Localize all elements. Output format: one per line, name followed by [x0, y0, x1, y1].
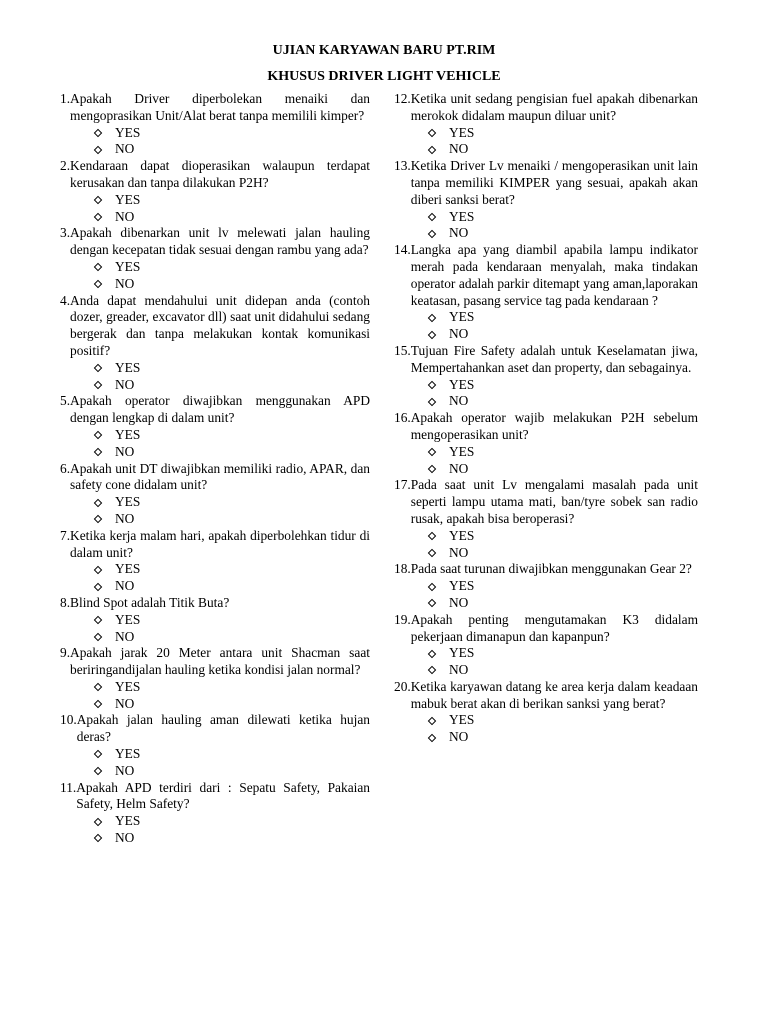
question-item	[394, 477, 698, 561]
question-item	[60, 158, 370, 225]
option-label: NO	[449, 594, 469, 610]
option-label: NO	[449, 662, 469, 678]
question-number: 11.	[60, 779, 77, 795]
question-item	[394, 679, 698, 746]
option-no[interactable]	[394, 326, 698, 343]
diamond-bullet-icon	[428, 213, 436, 221]
exam-subtitle: KHUSUS DRIVER LIGHT VEHICLE	[267, 69, 501, 84]
option-no[interactable]	[394, 662, 698, 679]
option-no[interactable]	[60, 629, 370, 646]
question-header	[60, 461, 370, 495]
diamond-bullet-icon	[428, 717, 436, 725]
question-text: Blind Spot adalah Titik Buta?	[70, 594, 230, 610]
option-no[interactable]	[60, 377, 370, 394]
diamond-bullet-icon	[94, 633, 102, 641]
option-no[interactable]	[394, 225, 698, 242]
option-label: NO	[115, 443, 135, 459]
question-text: Pada saat unit Lv mengalami masalah pada unit seperti lampu utama mati, ban/tyre sobek san radio rusak, apakah bisa beroperasi?	[410, 477, 698, 526]
question-text: Apakah jalan hauling aman dilewati ketika hujan deras?	[76, 712, 370, 745]
question-header	[60, 528, 370, 562]
question-item	[60, 595, 370, 645]
question-text: Ketika Driver Lv menaiki / mengoperasikan unit lain tanpa memiliki KIMPER yang sesuai, apakah akan diberi sanksi berat?	[410, 158, 698, 207]
question-item	[60, 393, 370, 460]
diamond-bullet-icon	[94, 146, 102, 154]
option-label: YES	[449, 645, 475, 661]
diamond-bullet-icon	[428, 330, 436, 338]
option-label: YES	[449, 578, 475, 594]
question-number: 9.	[60, 645, 71, 661]
question-header	[394, 612, 698, 646]
diamond-bullet-icon	[94, 280, 102, 288]
question-text: Apakah penting mengutamakan K3 didalam pekerjaan dimanapun dan kapanpun?	[410, 611, 698, 644]
option-yes[interactable]	[60, 427, 370, 444]
question-item	[60, 780, 370, 847]
option-label: YES	[115, 561, 141, 577]
question-text: Ketika kerja malam hari, apakah diperbolehkan tidur di dalam unit?	[70, 527, 370, 560]
option-yes[interactable]	[60, 192, 370, 209]
diamond-bullet-icon	[428, 230, 436, 238]
question-header	[60, 595, 370, 612]
option-yes[interactable]	[394, 209, 698, 226]
option-label: YES	[449, 527, 475, 543]
question-number: 8.	[60, 594, 71, 610]
question-item	[60, 91, 370, 158]
option-label: NO	[115, 376, 135, 392]
question-number: 4.	[60, 292, 71, 308]
question-header	[60, 780, 370, 814]
option-yes[interactable]	[394, 309, 698, 326]
option-label: YES	[115, 678, 141, 694]
option-yes[interactable]	[60, 259, 370, 276]
question-number: 5.	[60, 393, 71, 409]
option-yes[interactable]	[60, 746, 370, 763]
question-text: Ketika unit sedang pengisian fuel apakah dibenarkan merokok didalam maupun diluar unit?	[410, 91, 698, 123]
right-question-column	[394, 91, 698, 746]
diamond-bullet-icon	[428, 582, 436, 590]
option-label: NO	[115, 628, 135, 644]
diamond-bullet-icon	[428, 146, 436, 154]
question-number: 13.	[394, 158, 411, 174]
question-text: Langka apa yang diambil apabila lampu indikator merah pada kendaraan menyalah, maka tindakan operator adalah parkir ditemapt yang aman,laporakan keatasan, pasang service tag pada kendaraan ?	[410, 242, 698, 308]
option-label: NO	[115, 762, 135, 778]
diamond-bullet-icon	[94, 817, 102, 825]
exam-title: UJIAN KARYAWAN BARU PT.RIM	[272, 43, 496, 58]
question-header	[60, 91, 370, 125]
option-yes[interactable]	[60, 561, 370, 578]
option-no[interactable]	[60, 830, 370, 847]
question-header	[394, 242, 698, 309]
option-label: NO	[115, 208, 135, 224]
question-number: 3.	[60, 225, 71, 241]
diamond-bullet-icon	[428, 465, 436, 473]
option-no[interactable]	[394, 595, 698, 612]
question-text: Apakah jarak 20 Meter antara unit Shacman saat beriringandijalan hauling ketika kondisi jalan normal?	[70, 645, 370, 678]
option-label: NO	[449, 393, 469, 409]
option-yes[interactable]	[394, 712, 698, 729]
question-item	[394, 158, 698, 242]
diamond-bullet-icon	[94, 448, 102, 456]
option-label: YES	[449, 124, 475, 140]
option-label: YES	[115, 813, 141, 829]
option-yes[interactable]	[60, 125, 370, 142]
diamond-bullet-icon	[428, 549, 436, 557]
diamond-bullet-icon	[94, 700, 102, 708]
option-label: NO	[115, 578, 135, 594]
option-label: NO	[115, 830, 135, 846]
option-yes[interactable]	[60, 360, 370, 377]
question-header	[60, 645, 370, 679]
diamond-bullet-icon	[94, 834, 102, 842]
question-item	[60, 528, 370, 595]
question-number: 17.	[394, 477, 411, 493]
question-text: Apakah unit DT diwajibkan memiliki radio, APAR, dan safety cone didalam unit?	[70, 460, 370, 493]
option-no[interactable]	[60, 578, 370, 595]
option-no[interactable]	[60, 444, 370, 461]
question-item	[60, 293, 370, 394]
option-label: YES	[115, 746, 141, 762]
question-header	[394, 477, 698, 527]
question-item	[60, 645, 370, 712]
question-item	[60, 712, 370, 779]
question-number: 7.	[60, 527, 71, 543]
option-yes[interactable]	[60, 494, 370, 511]
diamond-bullet-icon	[428, 599, 436, 607]
question-number: 16.	[394, 410, 411, 426]
option-label: NO	[449, 326, 469, 342]
option-yes[interactable]	[394, 377, 698, 394]
question-text: Apakah operator wajib melakukan P2H sebelum mengoperasikan unit?	[410, 410, 698, 442]
question-number: 12.	[394, 91, 411, 106]
option-label: NO	[115, 695, 135, 711]
question-number: 18.	[394, 561, 411, 577]
diamond-bullet-icon	[428, 666, 436, 674]
diamond-bullet-icon	[94, 565, 102, 573]
question-text: Apakah operator diwajibkan menggunakan APD dengan lengkap di dalam unit?	[70, 393, 370, 426]
question-number: 20.	[394, 678, 411, 694]
option-no[interactable]	[394, 141, 698, 158]
option-yes[interactable]	[60, 612, 370, 629]
question-text: Anda dapat mendahului unit didepan anda (contoh dozer, greader, excavator dll) saat unit didahului sedang bergerak dan tanpa melakukan kontak komunikasi positif?	[70, 292, 370, 358]
diamond-bullet-icon	[428, 381, 436, 389]
option-label: YES	[449, 712, 475, 728]
option-label: NO	[115, 141, 135, 157]
question-number: 1.	[60, 91, 71, 106]
option-label: NO	[449, 729, 469, 745]
diamond-bullet-icon	[428, 448, 436, 456]
option-no[interactable]	[394, 729, 698, 746]
question-text: Tujuan Fire Safety adalah untuk Keselamatan jiwa, Mempertahankan aset dan property, dan sebagainya.	[410, 342, 698, 375]
question-item	[394, 242, 698, 343]
option-label: YES	[115, 258, 141, 274]
diamond-bullet-icon	[94, 498, 102, 506]
question-item	[394, 612, 698, 679]
question-header	[60, 158, 370, 192]
diamond-bullet-icon	[94, 750, 102, 758]
option-label: NO	[449, 460, 469, 476]
question-number: 15.	[394, 342, 411, 358]
option-label: YES	[449, 208, 475, 224]
option-no[interactable]	[394, 545, 698, 562]
question-number: 6.	[60, 460, 71, 476]
option-yes[interactable]	[60, 813, 370, 830]
option-yes[interactable]	[60, 679, 370, 696]
question-header	[60, 712, 370, 746]
option-yes[interactable]	[394, 528, 698, 545]
diamond-bullet-icon	[94, 263, 102, 271]
option-label: YES	[115, 494, 141, 510]
question-text: Ketika karyawan datang ke area kerja dalam keadaan mabuk berat akan di berikan sanksi yang berat?	[410, 678, 698, 711]
option-label: NO	[115, 510, 135, 526]
option-label: YES	[115, 426, 141, 442]
question-header	[394, 410, 698, 444]
diamond-bullet-icon	[94, 582, 102, 590]
diamond-bullet-icon	[94, 515, 102, 523]
question-header	[394, 91, 698, 125]
question-text: Apakah dibenarkan unit lv melewati jalan hauling dengan kecepatan tidak sesuai dengan rambu yang ada?	[70, 225, 370, 258]
question-text: Apakah APD terdiri dari : Sepatu Safety, Pakaian Safety, Helm Safety?	[76, 779, 370, 812]
diamond-bullet-icon	[94, 364, 102, 372]
option-no[interactable]	[60, 276, 370, 293]
question-item	[60, 461, 370, 528]
diamond-bullet-icon	[428, 649, 436, 657]
diamond-bullet-icon	[94, 129, 102, 137]
option-label: YES	[115, 611, 141, 627]
question-header	[60, 393, 370, 427]
diamond-bullet-icon	[428, 314, 436, 322]
question-header	[394, 679, 698, 713]
question-item	[394, 561, 698, 611]
option-yes[interactable]	[394, 578, 698, 595]
option-no[interactable]	[60, 141, 370, 158]
question-number: 19.	[394, 611, 411, 627]
question-item	[60, 225, 370, 292]
question-header	[394, 561, 698, 578]
diamond-bullet-icon	[94, 616, 102, 624]
question-header	[394, 158, 698, 208]
option-label: NO	[449, 544, 469, 560]
diamond-bullet-icon	[428, 733, 436, 741]
diamond-bullet-icon	[94, 767, 102, 775]
diamond-bullet-icon	[94, 431, 102, 439]
option-label: NO	[115, 275, 135, 291]
question-header	[60, 293, 370, 360]
option-no[interactable]	[394, 461, 698, 478]
question-header	[394, 343, 698, 377]
diamond-bullet-icon	[94, 381, 102, 389]
diamond-bullet-icon	[428, 129, 436, 137]
option-label: YES	[449, 443, 475, 459]
diamond-bullet-icon	[94, 213, 102, 221]
option-label: NO	[449, 141, 469, 157]
diamond-bullet-icon	[428, 397, 436, 405]
option-no[interactable]	[394, 393, 698, 410]
question-text: Apakah Driver diperbolekan menaiki dan mengoprasikan Unit/Alat berat tanpa memilili kimper?	[70, 91, 370, 123]
question-item	[394, 91, 698, 158]
left-question-column	[60, 91, 370, 847]
option-label: YES	[115, 359, 141, 375]
question-header	[60, 225, 370, 259]
option-label: YES	[115, 124, 141, 140]
option-yes[interactable]	[394, 125, 698, 142]
question-item	[394, 343, 698, 410]
question-text: Kendaraan dapat dioperasikan walaupun terdapat kerusakan dan tanpa dilakukan P2H?	[70, 158, 370, 190]
option-label: NO	[449, 225, 469, 241]
diamond-bullet-icon	[428, 532, 436, 540]
option-yes[interactable]	[394, 645, 698, 662]
option-label: YES	[449, 376, 475, 392]
option-no[interactable]	[60, 209, 370, 226]
question-number: 14.	[394, 242, 411, 258]
question-number: 2.	[60, 158, 71, 174]
option-label: YES	[115, 191, 141, 207]
option-no[interactable]	[60, 696, 370, 713]
option-no[interactable]	[60, 763, 370, 780]
question-number: 10.	[60, 712, 77, 728]
option-no[interactable]	[60, 511, 370, 528]
diamond-bullet-icon	[94, 683, 102, 691]
option-yes[interactable]	[394, 444, 698, 461]
question-text: Pada saat turunan diwajibkan menggunakan Gear 2?	[410, 561, 692, 577]
option-label: YES	[449, 309, 475, 325]
diamond-bullet-icon	[94, 196, 102, 204]
question-item	[394, 410, 698, 477]
